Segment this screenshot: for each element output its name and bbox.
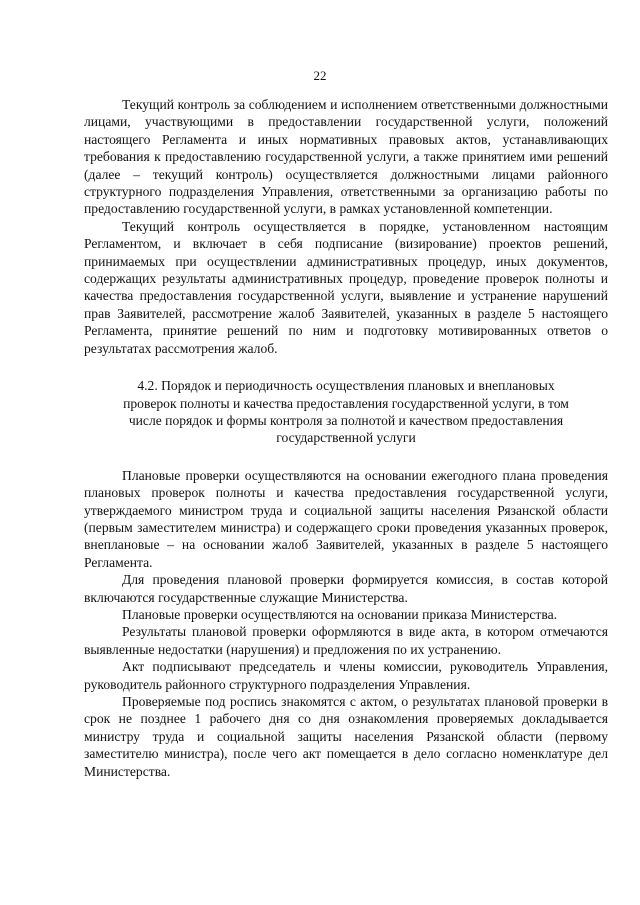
paragraph-inspection-results: Результаты плановой проверки оформляются в виде акта, в котором отмечаются выявленные недостатки (нарушения) и предложения по их устранению.: [84, 624, 608, 657]
paragraph-order-basis: Плановые проверки осуществляются на основании приказа Министерства.: [122, 606, 558, 622]
paragraph-act-familiarization: Проверяемые под роспись знакомятся с актом, о результатах плановой проверки в срок не позднее 1 рабочего дня со дня ознакомления проверяемых докладывается министру труда и социальной защиты населения Рязанской области (первому заместителю министра), после чего акт помещается в дело согласно номенклатуре дел Министерства.: [84, 694, 608, 779]
document-body: [84, 96, 608, 780]
heading-line: числе порядок и формы контроля за полнотой и качеством предоставления: [128, 412, 564, 428]
section-heading-4-2: [84, 377, 608, 447]
paragraph-commission-formation: Для проведения плановой проверки формируется комиссия, в состав которой включаются государственные служащие Министерства.: [84, 572, 608, 605]
paragraph-planned-inspections-basis: Плановые проверки осуществляются на основании ежегодного плана проведения плановых проверок полноты и качества предоставления государственной услуги, утверждаемого министром труда и социальной защиты населения Рязанской области (первым заместителем министра) и содержащего сроки проведения указанных проверок, внеплановые – на основании жалоб Заявителей, указанных в разделе 5 настоящего Регламента.: [84, 467, 608, 570]
heading-line: государственной услуги: [276, 430, 416, 446]
paragraph-current-control-definition: Текущий контроль за соблюдением и исполнением ответственными должностными лицами, участвующими в предоставлении государственной услуги, положений настоящего Регламента и иных нормативных правовых актов, устанавливающих требования к предоставлению государственной услуги, а также принятием ими решений (далее – текущий контроль) осуществляется должностными лицами районного структурного подразделения Управления, ответственными за организацию работы по предоставлению государственной услуги, в рамках установленной компетенции.: [84, 97, 608, 217]
heading-line: 4.2. Порядок и периодичность осуществления плановых и внеплановых: [137, 378, 555, 394]
page-number: 22: [313, 68, 327, 83]
paragraph-current-control-procedure: Текущий контроль осуществляется в порядке, установленном настоящим Регламентом, и включает в себя подписание (визирование) проектов решений, принимаемых при осуществлении административных процедур, иных документов, содержащих результаты административных процедур, проведение проверок полноты и качества предоставления государственной услуги, выявление и устранение нарушений прав Заявителей, рассмотрение жалоб Заявителей, указанных в разделе 5 настоящего Регламента, принятие решений по ним и подготовку мотивированных ответов о результатах рассмотрения жалоб.: [84, 218, 608, 356]
paragraph-act-signatories: Акт подписывают председатель и члены комиссии, руководитель Управления, руководитель районного структурного подразделения Управления.: [84, 659, 608, 692]
heading-line: проверок полноты и качества предоставления государственной услуги, в том: [123, 395, 569, 411]
